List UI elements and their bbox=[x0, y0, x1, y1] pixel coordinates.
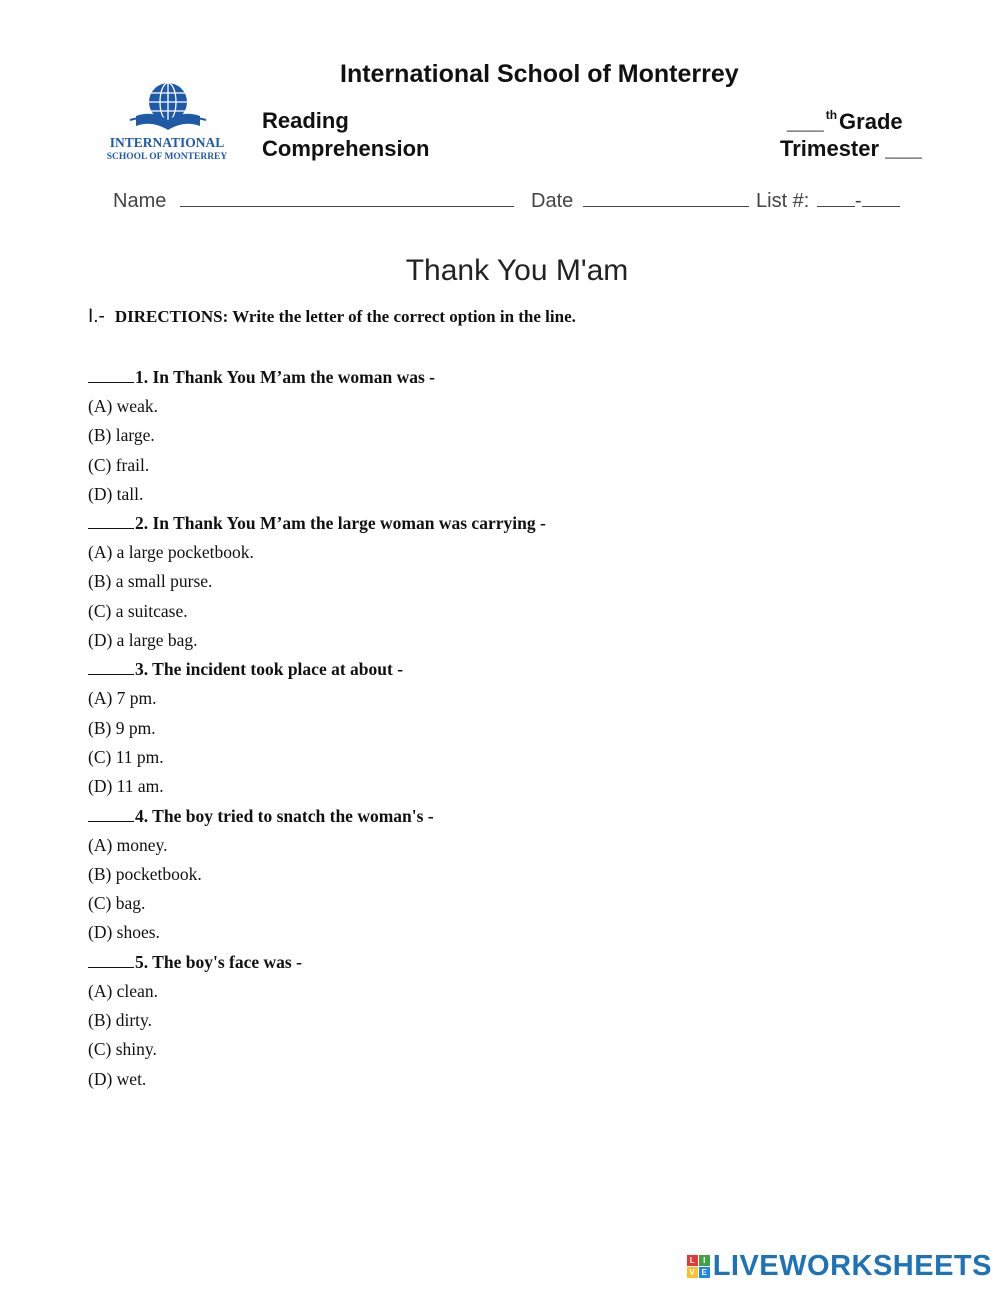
school-logo bbox=[100, 80, 240, 162]
question-5-option-b: (B) dirty. bbox=[88, 1010, 152, 1031]
subject-line2: Comprehension bbox=[262, 136, 430, 161]
list-field[interactable] bbox=[756, 190, 900, 213]
question-1-option-c: (C) frail. bbox=[88, 454, 150, 475]
list-line-1[interactable] bbox=[817, 190, 855, 207]
question-4-option-b: (B) pocketbook. bbox=[88, 863, 202, 884]
date-label: Date bbox=[531, 190, 574, 212]
badge-letter-i: I bbox=[699, 1255, 710, 1266]
logo-text-line2: SCHOOL OF MONTERREY bbox=[106, 152, 228, 162]
question-5-option-c: (C) shiny. bbox=[88, 1039, 157, 1060]
liveworksheets-logo-icon bbox=[687, 1255, 710, 1278]
question-2 bbox=[88, 509, 888, 655]
question-2-option-a: (A) a large pocketbook. bbox=[88, 542, 254, 563]
name-line[interactable] bbox=[180, 190, 514, 207]
grade-suffix: th bbox=[825, 108, 838, 122]
answer-blank-2[interactable] bbox=[88, 510, 134, 529]
question-4 bbox=[88, 802, 888, 948]
question-1-option-a: (A) weak. bbox=[88, 396, 158, 416]
grade-blank: ___ bbox=[787, 109, 824, 134]
date-line[interactable] bbox=[583, 190, 749, 207]
section-number: I.- bbox=[88, 306, 105, 327]
name-label: Name bbox=[113, 190, 167, 212]
badge-letter-e: E bbox=[699, 1267, 710, 1278]
question-5-text: 5. The boy's face was - bbox=[135, 951, 302, 972]
list-line-2[interactable] bbox=[862, 190, 900, 207]
question-4-text: 4. The boy tried to snatch the woman's - bbox=[135, 805, 434, 826]
question-3-text: 3. The incident took place at about - bbox=[135, 659, 404, 680]
answer-blank-5[interactable] bbox=[88, 949, 134, 968]
liveworksheets-brand[interactable] bbox=[687, 1250, 992, 1283]
question-2-option-b: (B) a small purse. bbox=[88, 571, 213, 592]
question-list bbox=[88, 363, 888, 1094]
logo-text-line1: INTERNATIONAL bbox=[109, 135, 225, 150]
grade-label: Grade bbox=[839, 109, 903, 134]
badge-letter-l: L bbox=[687, 1255, 698, 1266]
question-3-option-c: (C) 11 pm. bbox=[88, 746, 164, 767]
question-4-option-a: (A) money. bbox=[88, 834, 168, 855]
list-dash: - bbox=[854, 190, 862, 212]
trimester-field[interactable]: Trimester ___ bbox=[780, 136, 922, 161]
name-field[interactable] bbox=[113, 190, 514, 213]
question-3-option-a: (A) 7 pm. bbox=[88, 688, 157, 709]
question-5-option-a: (A) clean. bbox=[88, 980, 158, 1001]
question-2-text: 2. In Thank You M’am the large woman was carrying - bbox=[135, 513, 546, 534]
liveworksheets-wordmark: LIVEWORKSHEETS bbox=[712, 1250, 992, 1282]
answer-blank-1[interactable] bbox=[88, 364, 134, 383]
question-2-option-c: (C) a suitcase. bbox=[88, 600, 188, 621]
directions-text: DIRECTIONS: Write the letter of the correct option in the line. bbox=[114, 307, 576, 326]
question-1 bbox=[88, 363, 888, 509]
question-1-option-d: (D) tall. bbox=[88, 483, 144, 504]
directions bbox=[88, 306, 576, 328]
school-name: International School of Monterrey bbox=[340, 60, 739, 88]
question-3 bbox=[88, 655, 888, 801]
question-5 bbox=[88, 948, 888, 1094]
badge-letter-v: V bbox=[687, 1267, 698, 1278]
date-field[interactable] bbox=[531, 190, 749, 213]
question-4-option-c: (C) bag. bbox=[88, 893, 146, 914]
answer-blank-4[interactable] bbox=[88, 803, 134, 822]
list-label: List #: bbox=[756, 190, 810, 212]
question-3-option-d: (D) 11 am. bbox=[88, 776, 164, 797]
question-4-option-d: (D) shoes. bbox=[88, 922, 160, 943]
worksheet-title: Thank You M'am bbox=[405, 254, 629, 287]
grade-field[interactable] bbox=[787, 108, 903, 135]
question-1-text: 1. In Thank You M’am the woman was - bbox=[135, 367, 435, 387]
question-2-option-d: (D) a large bag. bbox=[88, 630, 198, 651]
question-5-option-d: (D) wet. bbox=[88, 1068, 147, 1089]
subject-line1: Reading bbox=[262, 108, 349, 133]
question-1-option-b: (B) large. bbox=[88, 425, 155, 446]
question-3-option-b: (B) 9 pm. bbox=[88, 717, 156, 738]
answer-blank-3[interactable] bbox=[88, 656, 134, 675]
